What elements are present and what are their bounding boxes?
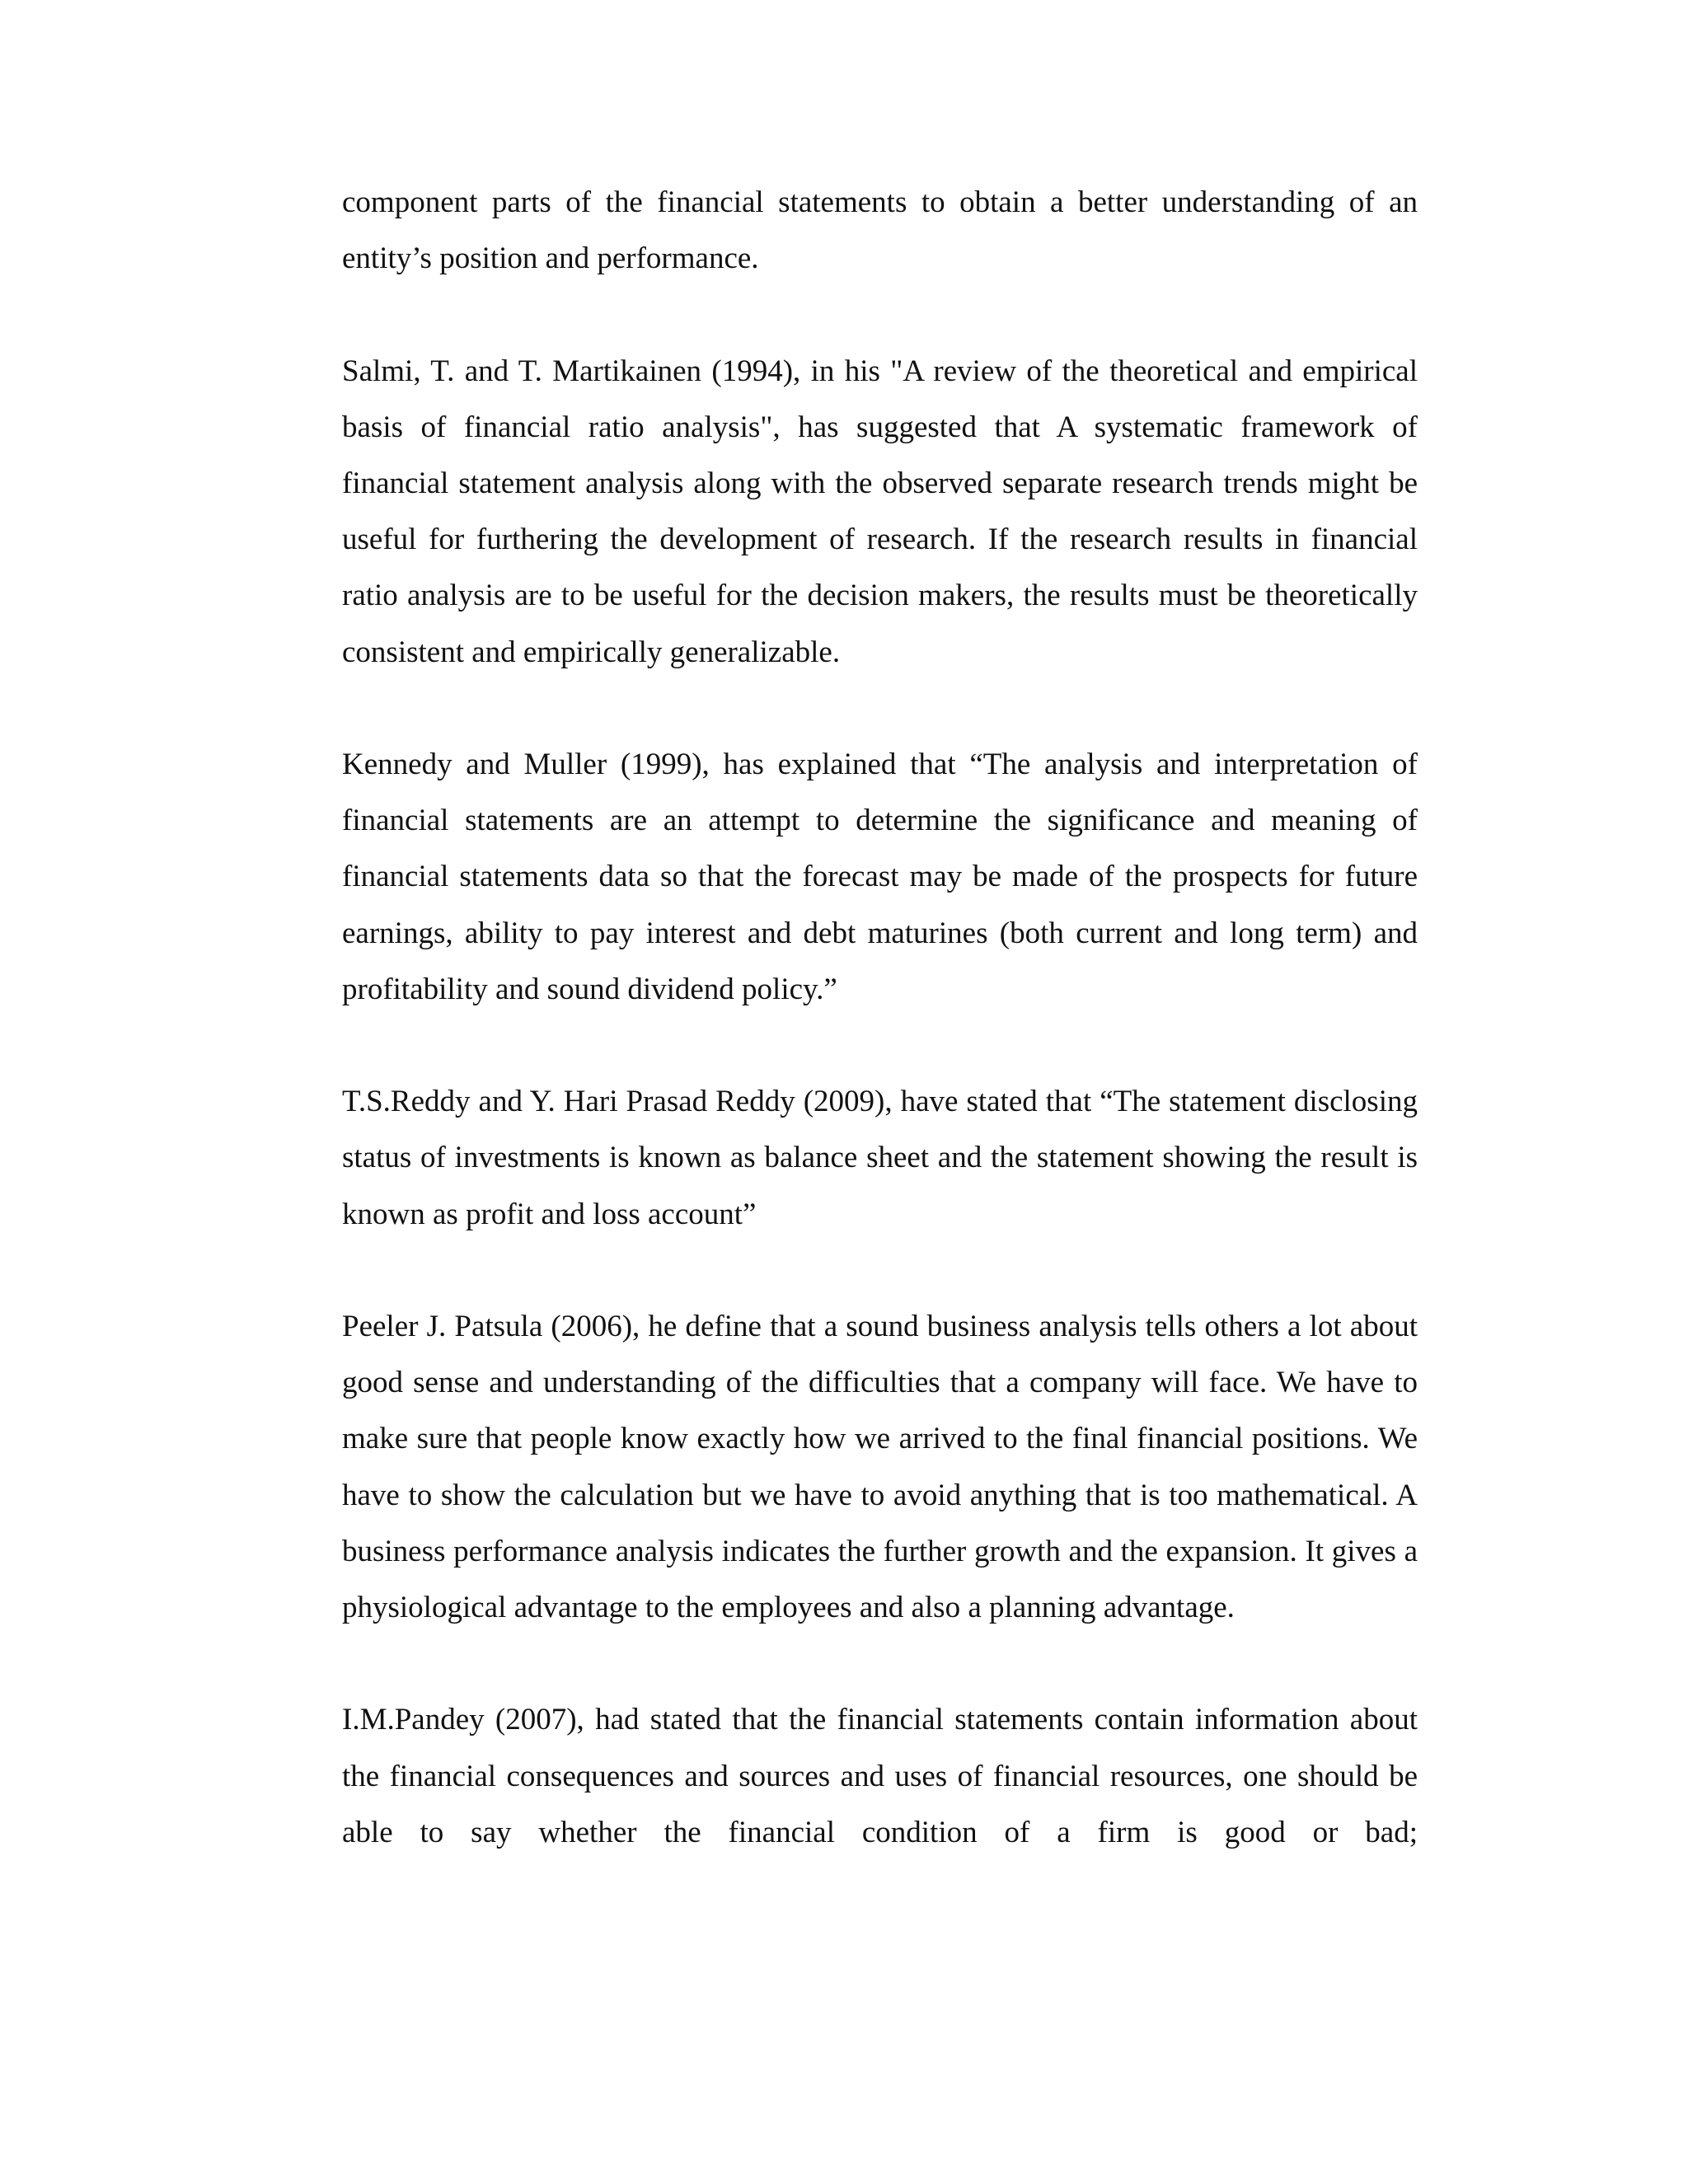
paragraph-salmi-martikainen: Salmi, T. and T. Martikainen (1994), in his "A review of the theoretical and empirical basis of financial ratio analysis", has suggested that A systematic framework of financial statement analysis along with the observed separate research trends might be useful for furthering the development of research. If the research results in financial ratio analysis are to be useful for the decision makers, the results must be theoretically consistent and empirically generalizable. xyxy=(342,354,1418,669)
paragraph-kennedy-muller: Kennedy and Muller (1999), has explained that “The analysis and interpretation of financial statements are an attempt to determine the significance and meaning of financial statements data so that the forecast may be made of the prospects for future earnings, ability to pay interest and debt maturines (both current and long term) and profitability and sound dividend policy.” xyxy=(342,748,1418,1006)
paragraph-patsula: Peeler J. Patsula (2006), he define that a sound business analysis tells others a lot about good sense and understanding of the difficulties that a company will face. We have to make sure that people know exactly how we arrived to the final financial positions. We have to show the calculation but we have to avoid anything that is too mathematical. A business performance analysis indicates the further growth and the expansion. It gives a physiological advantage to the employees and also a planning advantage. xyxy=(342,1310,1418,1625)
paragraph-reddy: T.S.Reddy and Y. Hari Prasad Reddy (2009), have stated that “The statement disclosing status of investments is known as balance sheet and the statement showing the result is known as profit and loss account” xyxy=(342,1085,1418,1231)
body-text xyxy=(342,175,1418,1861)
paragraph-continuation: component parts of the financial statements to obtain a better understanding of an entity’s position and performance. xyxy=(342,185,1418,276)
paragraph-pandey: I.M.Pandey (2007), had stated that the financial statements contain information about the financial consequences and sources and uses of financial resources, one should be able to say whether the financial condition of a firm is good or bad; xyxy=(342,1703,1418,1849)
